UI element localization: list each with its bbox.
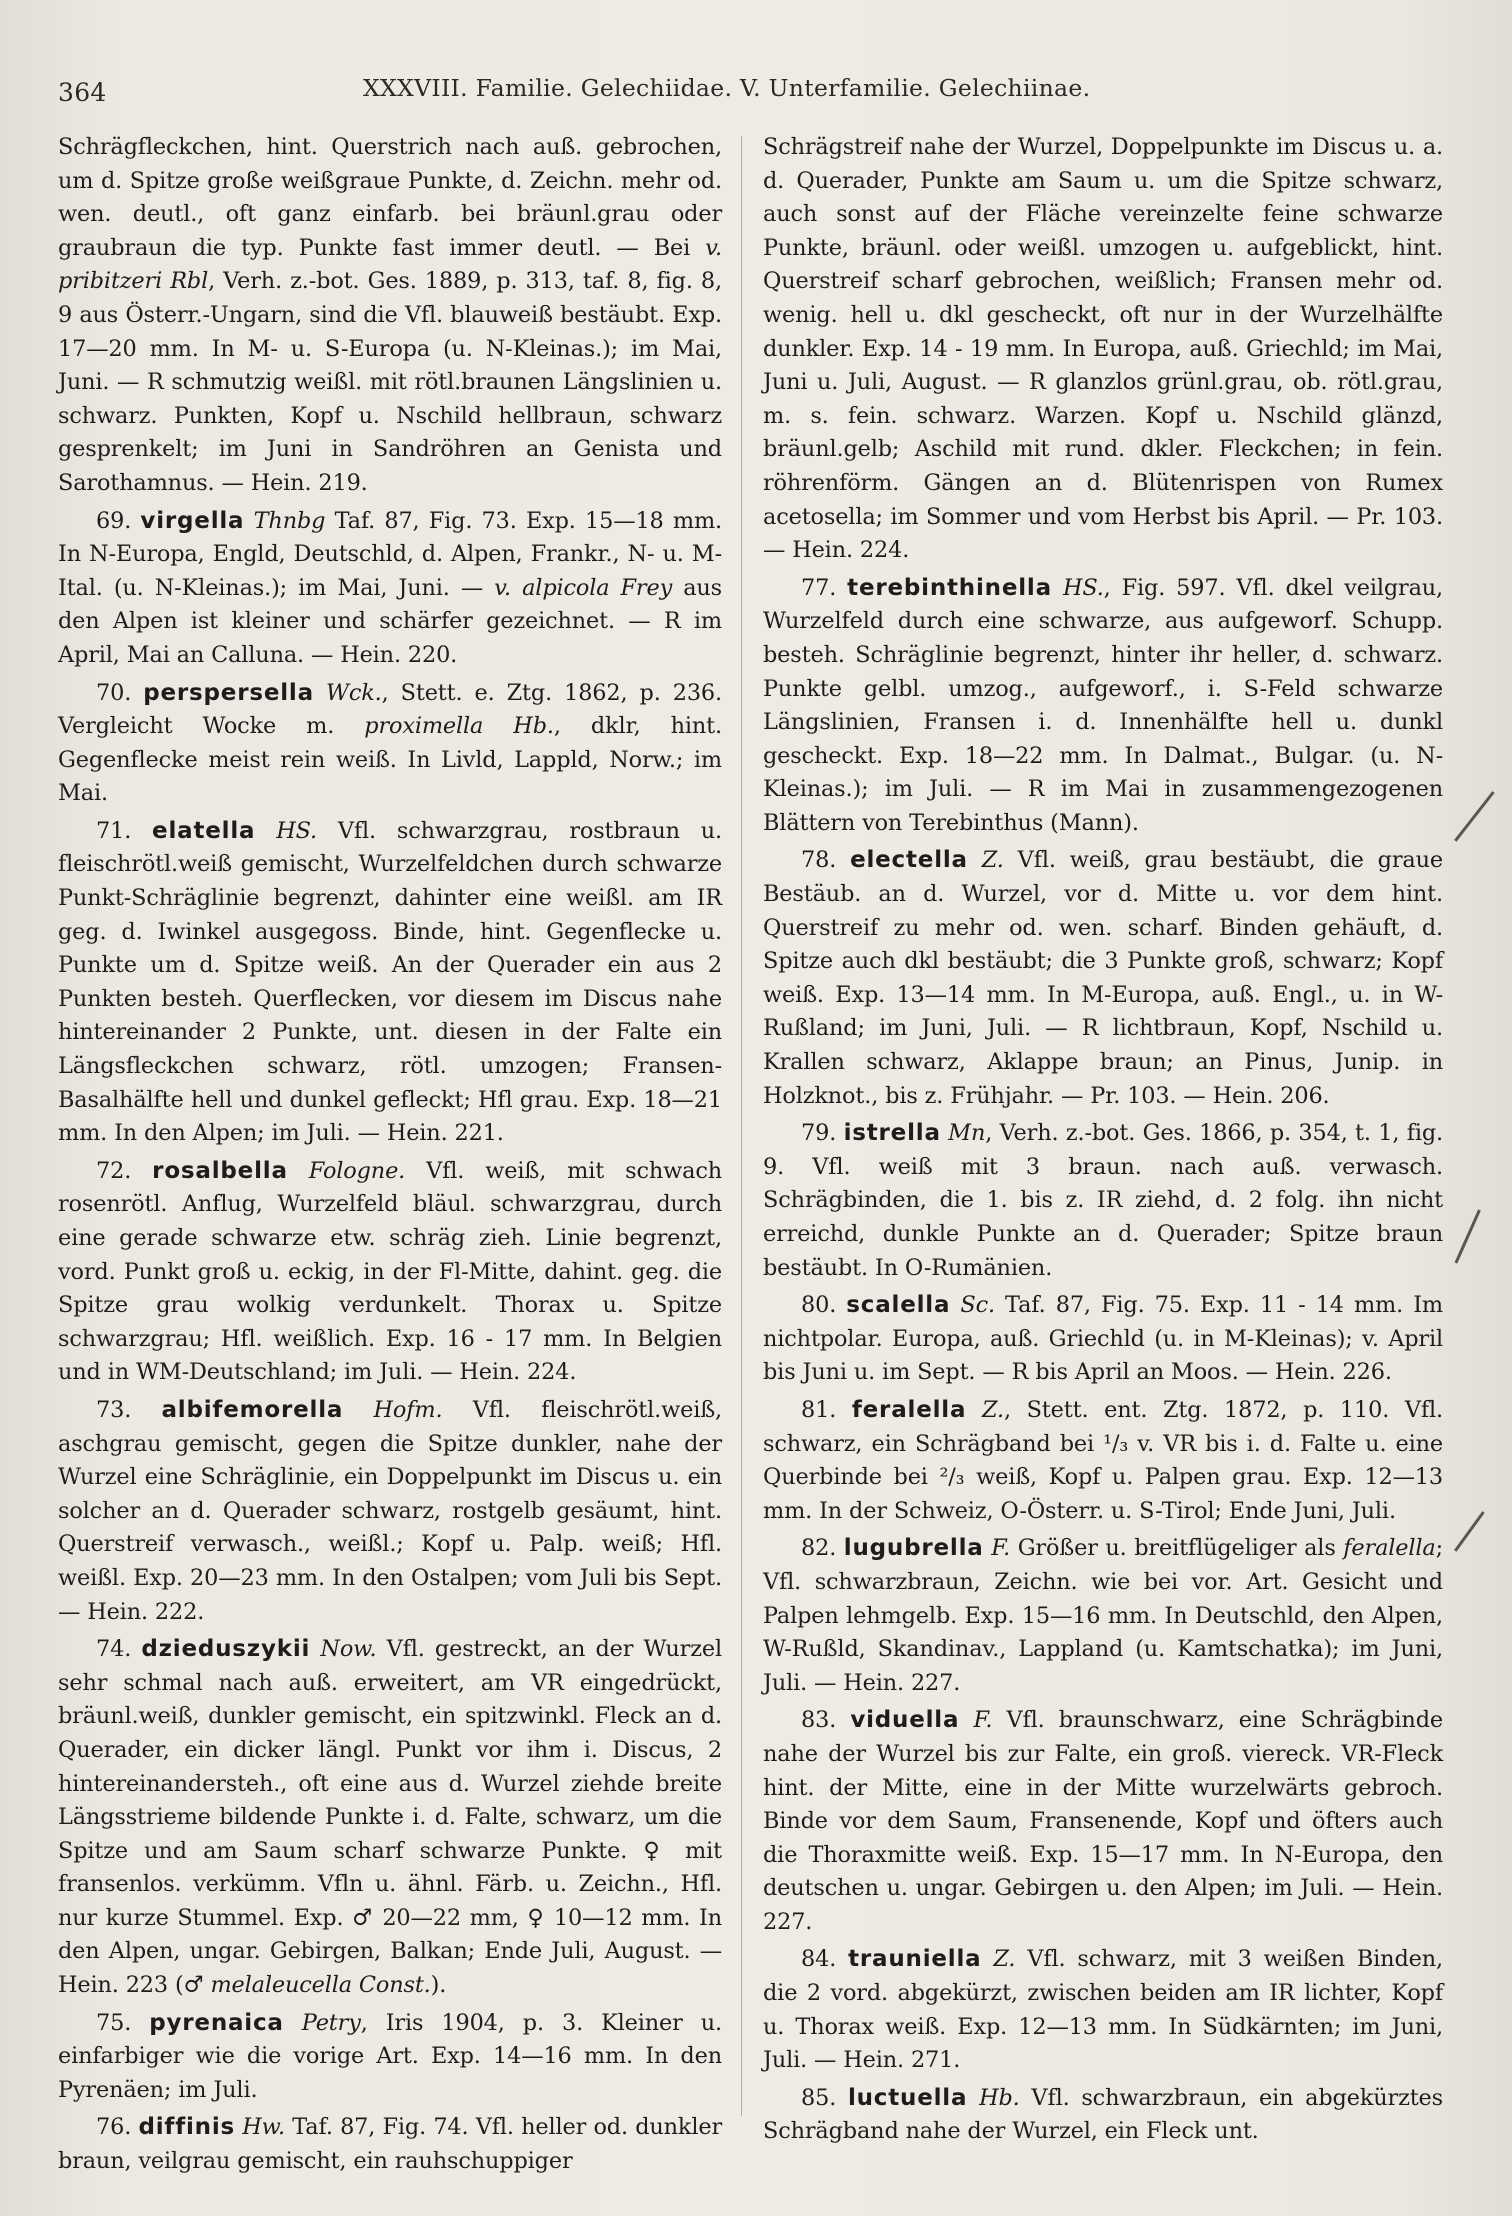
entry-text: Vfl. gestreckt, an der Wurzel sehr schmal nach auß. erweitert, am VR eingedrückt, bräunl.weiß, dunkler gemischt, ein spitzwinkl. Fleck an d. Querader, ein dicker längl. Punkt vor ihm i. Discus, 2 hintereinandersteh., oft eine aus d. Wurzel ziehde breite Längsstrieme bildende Punkte i. d. Falte, schwarz, um die Spitze und am Saum scharf schwarze Punkte. ♀ mit fransenlos. verkümm. Vfln u. ähnl. Färb. u. Zeichn., Hfl. nur kurze Stummel. Exp. ♂ 20—22 mm, ♀ 10—12 mm. In den Alpen, ungar. Gebirgen, Balkan; Ende Juli, August. — Hein. 223 (♂ [58,1636,722,1999]
entry-text: 72. [96,1157,153,1184]
entry-text: 74. [96,1636,142,1663]
species-name: feralella [851,1396,967,1423]
species-entry [58,815,722,1151]
entry-text: ). [430,1972,447,1999]
entry-text: Vfl. braunschwarz, eine Schrägbinde nahe der Wurzel bis zur Falte, ein groß. viereck. VR-Fleck hint. der Mitte, eine in der Mitte wurzelwärts gebroch. Binde vor dem Saum, Fransenende, Kopf und öfters auch die Thoraxmitte weiß. Exp. 15—17 mm. In N-Europa, den deutschen u. ungar. Gebirgen u. den Alpen; im Juli. — Hein. 227. [763,1707,1443,1935]
running-title: XXXVIII. Familie. Gelechiidae. V. Unterfamilie. Gelechiinae. [363,74,1091,102]
entry-text: 79. [801,1120,844,1147]
entry-text: 76. [96,2114,139,2141]
species-entry [763,572,1443,841]
entry-text: Schrägstreif nahe der Wurzel, Doppelpunkte im Discus u. a. d. Querader, Punkte am Saum u. um die Spitze schwarz, auch sonst auf der Fläche vereinzelte feine schwarze Punkte, bräunl. oder weißl. umzogen u. aufgeblickt, hint. Querstreif scharf gebrochen, weißlich; Fransen mehr od. wenig. hell u. dkl gescheckt, oft nur in der Wurzelhälfte dunkler. Exp. 14 - 19 mm. In Europa, auß. Griechld; im Mai, Juni u. Juli, August. — R glanzlos grünl.grau, ob. rötl.grau, m. s. fein. schwarz. Warzen. Kopf u. Nschild glänzd, bräunl.gelb; Aschild mit rund. dkler. Fleckchen; in fein. röhrenförm. Gängen an d. Blütenrispen von Rumex acetosella; im Sommer und vom Herbst bis April. — Pr. 103. — Hein. 224. [763,134,1443,564]
species-name: diffinis [138,2114,236,2141]
entry-text: 85. [801,2084,848,2111]
entry-text: Vfl. fleischrötl.weiß, aschgrau gemischt, gegen die Spitze dunkler, nahe der Wurzel eine Schräglinie, ein Doppelpunkt im Discus u. ein solcher an d. Querader schwarz, rostgelb gesäumt, hint. Querstreif verwasch., weißl.; Kopf u. Palp. weiß; Hfl. weißl. Exp. 20—23 mm. In den Ostalpen; vom Juli bis Sept. — Hein. 222. [58,1396,722,1625]
species-name: scalella [846,1292,951,1319]
entry-text [244,508,253,534]
entry-text: , dklr, hint. Gegenflecke meist rein weiß. In Livld, Lappld, Norw.; im Mai. [58,713,722,807]
species-name: viduella [850,1707,960,1734]
species-name: trauniella [848,1946,982,1973]
entry-text: Größer u. breitflügeliger als [1010,1535,1344,1562]
author-citation: HS. [276,817,317,844]
entry-text: , Verh. z.-bot. Ges. 1889, p. 313, taf. 8, fig. 8, 9 aus Österr.-Ungarn, sind die Vfl. blauweiß bestäubt. Exp. 17—20 mm. In M- u. S-Europa (u. N-Kleinas.); im Mai, Juni. — R schmutzig weißl. mit rötl.braunen Längslinien u. schwarz. Punkten, Kopf u. Nschild hellbraun, schwarz gesprenkelt; im Juni in Sandröhren an Genista und Sarothamnus. — Hein. 219. [58,268,722,496]
species-entry [58,2111,722,2178]
entry-text: 81. [801,1396,852,1423]
entry-text: Schrägfleckchen, hint. Querstrich nach auß. gebrochen, um d. Spitze große weißgraue Punkte, d. Zeichn. mehr od. wen. deutl., oft ganz einfarb. bei bräunl.grau oder graubraun die typ. Punkte fast immer deutl. — Bei [58,134,722,261]
species-entry [763,844,1443,1113]
species-name: luctuella [847,2084,968,2111]
author-citation: Hb. [979,2084,1020,2111]
continued-text [763,131,1443,568]
author-citation: Fologne. [308,1157,406,1184]
entry-text: Vfl. weiß, mit schwach rosenrötl. Anflug, Wurzelfeld bläul. schwarzgrau, durch eine gerade schwarze etw. schräg zieh. Linie begrenzt, vord. Punkt groß u. eckig, in der Fl-Mitte, dahint. geg. die Spitze grau wolkig verdunkelt. Thorax u. Spitze schwarzgrau; Hfl. weißlich. Exp. 16 - 17 mm. In Belgien und in WM-Deutschland; im Juli. — Hein. 224. [58,1157,722,1386]
species-entry [763,1289,1443,1390]
entry-text: 83. [801,1707,851,1734]
page-header [58,70,1448,120]
entry-text: aus den Alpen ist kleiner und schärfer gezeichnet. — R im April, Mai an Calluna. — Hein. 220. [58,574,723,668]
entry-text [967,2085,979,2111]
entry-text [284,2010,302,2036]
entry-text [343,1397,373,1423]
author-citation: Sc. [960,1292,995,1319]
entry-text: 78. [801,847,851,874]
author-citation: F. [991,1535,1011,1562]
author-citation: v. alpicola Frey [494,574,673,601]
species-entry [58,505,722,673]
entry-text: , Iris 1904, p. 3. Kleiner u. einfarbiger wie die vorige Art. Exp. 14—16 mm. In den Pyrenäen; im Juli. [58,2009,722,2103]
entry-text: Taf. 87, Fig. 75. Exp. 11 - 14 mm. Im nichtpolar. Europa, auß. Griechld (u. in M-Kleinas); v. April bis Juni u. im Sept. — R bis April an Moos. — Hein. 226. [763,1292,1443,1386]
species-entry [763,1394,1443,1528]
entry-text: Taf. 87, Fig. 74. Vfl. heller od. dunkler braun, veilgrau gemischt, ein rauhschuppiger [58,2114,722,2175]
author-citation: feralella [1343,1535,1436,1562]
entry-text: 84. [801,1946,849,1973]
author-citation: Mn [948,1120,986,1147]
species-entry [763,1943,1443,2077]
entry-text: 69. [96,507,141,534]
entry-text [288,1158,309,1184]
entry-text: 77. [801,574,848,601]
entry-text: 71. [96,817,153,844]
entry-text: 80. [801,1292,847,1319]
entry-text: , Fig. 597. Vfl. dkel veilgrau, Wurzelfeld durch eine schwarze, aus aufgeworf. Schupp. besteh. Schräglinie begrenzt, hinter ihr heller, d. schwarz. Punkte gelbl. umzog., aufgeworf., i. S-Feld schwarze Längslinien, Fransen i. d. Innenhälfte hell u. dunkl gescheckt. Exp. 18—22 mm. In Dalmat., Bulgar. (u. N-Kleinas.); im Juli. — R im Mai in zusammengezogenen Blättern von Terebinthus (Mann). [763,574,1444,836]
pencil-mark [1454,791,1495,842]
species-name: rosalbella [152,1157,288,1184]
author-citation: Hofm. [373,1396,443,1423]
author-citation: Hw. [242,2114,285,2141]
species-entry [58,1394,722,1629]
column-divider [741,136,742,2116]
author-citation: F. [973,1707,993,1734]
entry-text [314,680,326,706]
left-column [58,131,723,2175]
author-citation: Z. [981,847,1004,874]
pencil-mark [1454,1511,1485,1552]
pencil-mark [1455,1209,1481,1263]
right-column [763,131,1444,2145]
entry-text [950,1292,960,1318]
entry-text [968,847,982,873]
entry-text: ; Vfl. schwarzbraun, Zeichn. wie bei vor. Art. Gesicht und Palpen lehmgelb. Exp. 15—16 mm. In Deutschld, den Alpen, W-Rußld, Skandinav., Lappland (u. Kamtschatka); im Juni, Juli. — Hein. 227. [763,1535,1444,1696]
entry-text [966,1397,982,1423]
species-entry [763,1117,1443,1285]
species-entry [763,2082,1443,2149]
entry-text: Vfl. weiß, grau bestäubt, die graue Bestäub. an d. Wurzel, vor d. Mitte u. vor dem hint. Querstreif zu mehr od. wen. scharf. Binden gehäuft, d. Spitze auch dkl bestäubt; die 3 Punkte groß, schwarz; Kopf weiß. Exp. 13—14 mm. In M-Europa, auß. Engl., u. in W-Rußland; im Juni, Juli. — R lichtbraun, Kopf, Nschild u. Krallen schwarz, Aklappe braun; an Pinus, Junip. in Holzknot., bis z. Frühjahr. — Pr. 103. — Hein. 206. [763,847,1443,1109]
entry-text [981,1946,993,1972]
species-entry [58,677,722,811]
species-name: terebinthinella [847,574,1052,601]
entry-text: Vfl. schwarzbraun, ein abgekürztes Schrägband nahe der Wurzel, ein Fleck unt. [763,2084,1444,2145]
species-name: virgella [140,507,245,534]
species-name: pyrenaica [149,2009,284,2036]
species-entry [58,1633,722,2003]
entry-text [1052,575,1063,601]
species-entry [763,1704,1443,1939]
author-citation: proximella Hb. [364,713,554,740]
species-name: albifemorella [161,1396,344,1423]
species-name: elatella [152,817,256,844]
entry-text: Vfl. schwarzgrau, rostbraun u. fleischrötl.weiß gemischt, Wurzelfeldchen durch schwarze Punkt-Schräglinie begrenzt, dahinter eine weißl. am IR geg. d. Iwinkel ausgegoss. Binde, hint. Gegenflecke u. Punkte um d. Spitze weiß. An der Querader ein aus 2 Punkten besteh. Querflecken, vor diesem im Discus nahe hintereinander 2 Punkte, unt. diesen in der Falte ein Längsfleckchen schwarz, rötl. umzogen; Fransen-Basalhälfte hell und dunkel gefleckt; Hfl grau. Exp. 18—21 mm. In den Alpen; im Juli. — Hein. 221. [58,817,722,1147]
author-citation: Z. [993,1946,1016,1973]
species-entry [58,2007,722,2108]
continued-text [58,131,722,501]
author-citation: HS. [1062,574,1104,601]
species-name: istrella [843,1120,941,1147]
author-citation: Z. [981,1396,1004,1423]
species-name: dzieduszykii [141,1636,311,1663]
page-number: 364 [58,78,107,107]
author-citation: Petry [301,2009,361,2036]
entry-text [310,1636,320,1662]
entry-text: Taf. 87, Fig. 73. Exp. 15—18 mm. In N-Europa, Engld, Deutschld, d. Alpen, Frankr., N- u. M-Ital. (u. N-Kleinas.); im Mai, Juni. — [58,507,723,601]
entry-text: 73. [96,1396,162,1423]
entry-text: , Stett. ent. Ztg. 1872, p. 110. Vfl. schwarz, ein Schrägband bei ¹/₃ v. VR bis i. d. Falte u. eine Querbinde bei ²/₃ weiß, Kopf u. Palpen grau. Exp. 12—13 mm. In der Schweiz, O-Österr. u. S-Tirol; Ende Juni, Juli. [763,1396,1443,1524]
author-citation: Now. [320,1636,377,1663]
entry-text: , Verh. z.-bot. Ges. 1866, p. 354, t. 1, fig. 9. Vfl. weiß mit 3 braun. nach auß. verwasch. Schrägbinden, die 1. bis z. IR ziehd, d. 2 folg. ihn nicht erreichd, dunkle Punkte an d. Querader; Spitze braun bestäubt. In O-Rumänien. [763,1120,1444,1281]
entry-text [255,818,276,844]
entry-text: , Stett. e. Ztg. 1862, p. 236. Vergleicht Wocke m. [58,679,722,740]
author-citation: melaleucella Const. [210,1972,431,1999]
entry-text: Vfl. schwarz, mit 3 weißen Binden, die 2 vord. abgekürzt, zwischen beiden am IR lichter, Kopf u. Thorax weiß. Exp. 12—13 mm. In Südkärnten; im Juni, Juli. — Hein. 271. [763,1946,1443,2074]
species-entry [763,1532,1443,1700]
entry-text: 75. [96,2009,150,2036]
entry-text: 70. [96,679,144,706]
species-name: perspersella [143,679,314,706]
author-citation: Wck. [325,679,382,706]
species-entry [58,1155,722,1390]
species-name: electella [850,847,968,874]
entry-text [959,1707,973,1733]
species-name: lugubrella [843,1535,984,1562]
entry-text: 82. [801,1535,844,1562]
author-citation: Thnbg [253,507,326,534]
author-citation: v. pribitzeri Rbl [58,234,722,295]
